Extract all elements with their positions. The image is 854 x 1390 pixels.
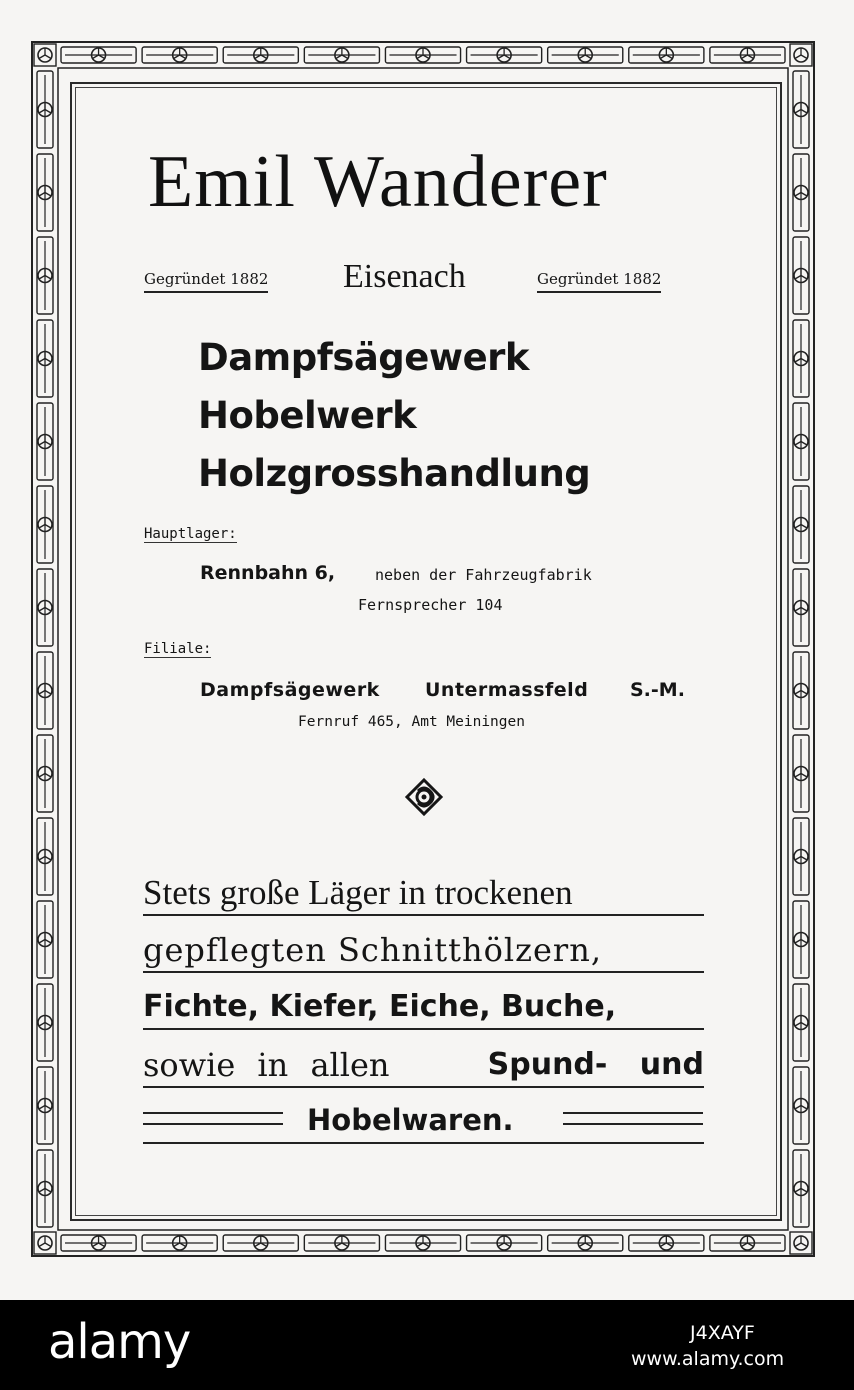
watermark-site: www.alamy.com xyxy=(631,1348,785,1370)
branch-phone: Fernruf 465, Amt Meiningen xyxy=(298,714,525,730)
watermark-image-id: J4XAYF xyxy=(690,1322,755,1344)
branch-region: S.-M. xyxy=(630,679,685,701)
company-name: Emil Wanderer xyxy=(148,141,608,223)
branch-place: Untermassfeld xyxy=(425,679,589,701)
branch-label: Filiale: xyxy=(144,641,212,657)
founded-right: Gegründet 1882 xyxy=(537,270,661,293)
main-warehouse-street: Rennbahn 6, xyxy=(200,562,336,584)
stock-line-2-text: gepflegten Schnitthölzern, xyxy=(143,931,602,969)
stock-line-4-regular: sowie in allen xyxy=(143,1046,390,1084)
double-rule-left xyxy=(143,1112,283,1125)
stock-line-2 xyxy=(143,930,704,973)
stock-line-3-text: Fichte, Kiefer, Eiche, Buche, xyxy=(143,989,617,1024)
main-warehouse-note: neben der Fahrzeugfabrik xyxy=(375,566,592,584)
stock-line-5: Hobelwaren. xyxy=(307,1103,514,1137)
rosette-ornament-icon xyxy=(404,777,444,817)
business-line: Dampfsägewerk xyxy=(198,336,530,379)
stock-line-4 xyxy=(143,1045,704,1088)
city-name: Eisenach xyxy=(343,258,466,295)
stock-line-1-text: Stets große Läger in trockenen xyxy=(143,873,573,912)
main-warehouse-label: Hauptlager: xyxy=(144,526,237,542)
watermark-logo: alamy xyxy=(48,1314,191,1370)
stock-line-4-bold: Spund- und xyxy=(487,1047,704,1082)
stock-line-3 xyxy=(143,987,704,1030)
closing-rule xyxy=(143,1142,704,1144)
branch-name: Dampfsägewerk xyxy=(200,679,380,701)
stock-line-1 xyxy=(143,873,704,916)
business-line: Holzgrosshandlung xyxy=(198,452,591,495)
business-line: Hobelwerk xyxy=(198,394,417,437)
double-rule-right xyxy=(563,1112,703,1125)
founded-left: Gegründet 1882 xyxy=(144,270,268,293)
main-warehouse-phone: Fernsprecher 104 xyxy=(358,596,503,614)
